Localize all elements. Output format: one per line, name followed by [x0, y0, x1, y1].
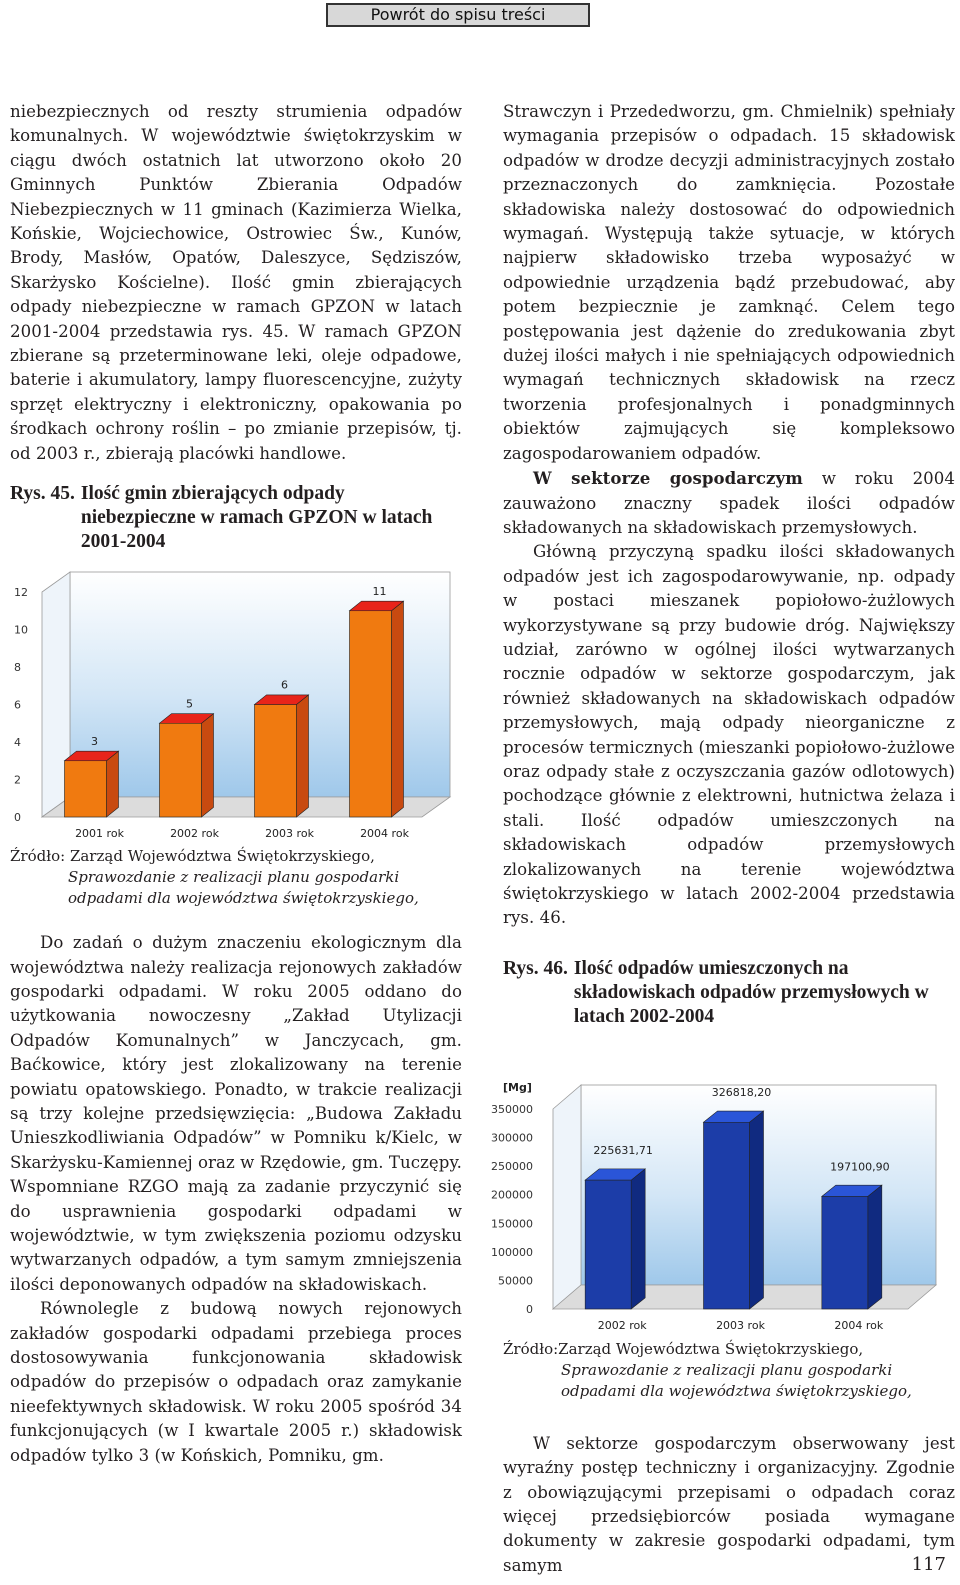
bar-side	[107, 751, 119, 817]
paragraph-economic-rest: w roku 2004 zauważono znaczny spadek ilości odpadów składowanych na składowiskach przemysłowych.	[503, 469, 955, 537]
paragraph-main-cause: Główną przyczyną spadku ilości składowanych odpadów jest ich zagospodarowywanie, np. odpady w postaci mieszanek popiołowo-żużlowych wykorzystywane są przy budowie dróg. Największy udział, zarówno w ogólnej ilości wytwarzanych rocznie odpadów w sektorze gospodarczym, jak również składowanych na składowiskach odpadów przemysłowych, mają odpady nieorganiczne z procesów termicznych (mieszanki popiołowo-żużlowe oraz odpady stałe z oczyszczania gazów odlotowych) pochodzące głównie z elektrowni, hutnictwa żelaza i stali. Ilość odpadów umieszczonych na składowiskach odpadów przemysłowych zlokalizowanych na terenie województwa świętokrzyskiego w latach 2002-2004 przedstawia rys. 46.	[503, 542, 955, 928]
paragraph-rzgo: Do zadań o dużym znaczeniu ekologicznym dla województwa należy realizacja rejonowych zakładów gospodarki odpadami. W roku 2005 oddano do użytkowania nowoczesny „Zakład Utylizacji Odpadów Komunalnych” w Janczycach, gm. Baćkowice, który jest zlokalizowany na terenie powiatu opatowskiego. Ponadto, w trakcie realizacji są trzy kolejne przedsięwzięcia: „Budowa Zakładu Unieszkodliwiania Odpadów” w Pomniku k/Kielc, w Skarżysku-Kamiennej oraz w Rzędowie, gm. Tuczępy. Wspomniane RZGO mają za zadanie przyczynić się do usprawnienia gospodarki odpadami w województwie, w tym zwiększenia poziomu odzysku wytwarzanych odpadów, a tym samym zmniejszenia ilości deponowanych odpadów na składowiskach.	[10, 933, 462, 1294]
bold-lead: W sektorze gospodarczym	[533, 468, 803, 489]
page-number: 117	[911, 1554, 946, 1575]
bar-side	[392, 601, 404, 817]
y-tick-label: 0	[14, 811, 21, 825]
data-label: 6	[281, 678, 288, 692]
data-label: 326818,20	[711, 1086, 772, 1100]
x-tick-label: 2002 rok	[597, 1318, 647, 1332]
paragraph-landfills: Równolegle z budową nowych rejonowych zakładów gospodarki odpadami przebiega proces dostosowywania funkcjonowania składowisk odpadów do przepisów o odpadach oraz zamykanie nieefektywnych składowisk. W roku 2005 spośród 34 funkcjonujących (w I kwartale 2005 r.) składowisk odpadów tylko 3 (w Końskich, Pomniku, gm.	[10, 1299, 462, 1465]
y-tick-label: 10	[14, 623, 28, 637]
y-tick-label: 50000	[498, 1274, 533, 1288]
x-tick-label: 2001 rok	[75, 827, 124, 841]
figure-46-number: Rys. 46.	[503, 957, 568, 979]
bar-side	[297, 695, 309, 817]
y-tick-label: 6	[14, 698, 21, 712]
data-label: 197100,90	[830, 1160, 890, 1174]
paragraph-landfill-closure: Strawczyn i Przededworzu, gm. Chmielnik) spełniały wymagania przepisów o odpadach. 15 składowisk odpadów w drodze decyzji administracyjnych zostało przeznaczonych do zamknięcia. Pozostałe składowiska należy dostosować do odpowiednich wymagań. Występują także sytuacje, w których najpierw składowisko trzeba wyposażyć w odpowiednie urządzenia bądź przebudować, aby potem bezpiecznie je zamknąć. Celem tego postępowania jest dążenie do zredukowania zbyt dużej ilości małych i nie spełniających odpowiednich wymagań technicznych składowisk na rzecz tworzenia profesjonalnych i ponadgminnych obiektów zajmujących się kompleksowo zagospodarowaniem odpadów.	[503, 102, 955, 463]
figure-45-source	[10, 846, 462, 909]
y-tick-label: 4	[14, 736, 21, 750]
toc-return-button[interactable]: Powrót do spisu treści	[326, 3, 590, 27]
figure-46-caption	[503, 957, 955, 1029]
bar-side	[868, 1185, 882, 1309]
x-tick-label: 2004 rok	[834, 1318, 884, 1332]
x-tick-label: 2004 rok	[360, 827, 409, 841]
left-column	[10, 100, 462, 1468]
bar	[585, 1180, 631, 1309]
chart-industrial-waste	[491, 1049, 955, 1332]
chart-side-wall	[553, 1085, 581, 1309]
y-tick-label: 300000	[491, 1131, 533, 1145]
bar	[255, 705, 297, 818]
y-tick-label: 2	[14, 773, 21, 787]
bar	[160, 723, 202, 817]
data-label: 11	[372, 584, 387, 598]
x-tick-label: 2002 rok	[170, 827, 219, 841]
figure-45-title: Ilość gmin zbierających odpady niebezpieczne w ramach GPZON w latach 2001-2004	[80, 483, 433, 553]
y-axis-label: [Mg]	[503, 1080, 532, 1094]
paragraph-progress: W sektorze gospodarczym obserwowany jest wyraźny postęp techniczny i organizacyjny. Zgodnie z obowiązującymi przepisami o odpadach coraz więcej przedsiębiorców posiada wymagane dokumenty w zakresie gospodarki odpadami, tym samym	[503, 1433, 955, 1575]
bar	[350, 611, 392, 817]
bar-side	[750, 1111, 764, 1309]
paragraph-gpzon: niebezpiecznych od reszty strumienia odpadów komunalnych. W województwie świętokrzyskim w ciągu dwóch ostatnich lat utworzono około 20 Gminnych Punktów Zbierania Odpadów Niebezpiecznych w 11 gminach (Kazimierza Wielka, Końskie, Wojciechowice, Ostrowiec Św., Kunów, Brody, Masłów, Opatów, Daleszyce, Sędziszów, Skarżysko Kościelne). Ilość gmin zbierających odpady niebezpieczne w ramach GPZON w latach 2001-2004 przedstawia rys. 45. W ramach GPZON zbierane są przeterminowane leki, oleje odpadowe, baterie i akumulatory, lampy fluorescencyjne, zużyty sprzęt elektryczny i elektroniczny, opakowania po środkach ochrony roślin – po zmianie przepisów, tj. od 2003 r., zbierają placówki handlowe.	[10, 102, 462, 463]
paragraph-economic-sector	[503, 466, 955, 540]
y-tick-label: 200000	[491, 1188, 533, 1202]
x-tick-label: 2003 rok	[716, 1318, 765, 1332]
y-tick-label: 250000	[491, 1159, 533, 1173]
figure-45-caption	[10, 482, 462, 554]
y-tick-label: 8	[14, 661, 21, 675]
right-column	[491, 100, 955, 1578]
data-label: 3	[91, 734, 98, 748]
source-label: Źródło: Zarząd Województwa Świętokrzyskiego,	[10, 847, 375, 866]
bar-side	[202, 714, 214, 817]
figure-46-source	[503, 1339, 955, 1402]
data-label: 5	[186, 697, 193, 711]
y-tick-label: 12	[14, 586, 28, 600]
y-tick-label: 100000	[491, 1245, 533, 1259]
y-tick-label: 0	[526, 1302, 533, 1316]
y-tick-label: 150000	[491, 1217, 533, 1231]
bar	[704, 1122, 750, 1309]
bar-side	[631, 1169, 645, 1309]
figure-45-number: Rys. 45.	[10, 483, 75, 505]
figure-46-title: Ilość odpadów umieszczonych na składowiskach odpadów przemysłowych w latach 2002-2004	[573, 957, 929, 1027]
chart-gpzon	[10, 562, 462, 842]
data-label: 225631,71	[593, 1143, 653, 1157]
source-label: Źródło:Zarząd Województwa Świętokrzyskiego,	[503, 1339, 864, 1358]
source-title: Sprawozdanie z realizacji planu gospodarki odpadami dla województwa świętokrzyskiego,	[68, 868, 419, 908]
y-tick-label: 350000	[491, 1102, 533, 1116]
bar	[65, 761, 107, 817]
source-title: Sprawozdanie z realizacji planu gospodarki odpadami dla województwa świętokrzyskiego,	[561, 1360, 912, 1400]
bar	[822, 1196, 868, 1309]
x-tick-label: 2003 rok	[265, 827, 314, 841]
